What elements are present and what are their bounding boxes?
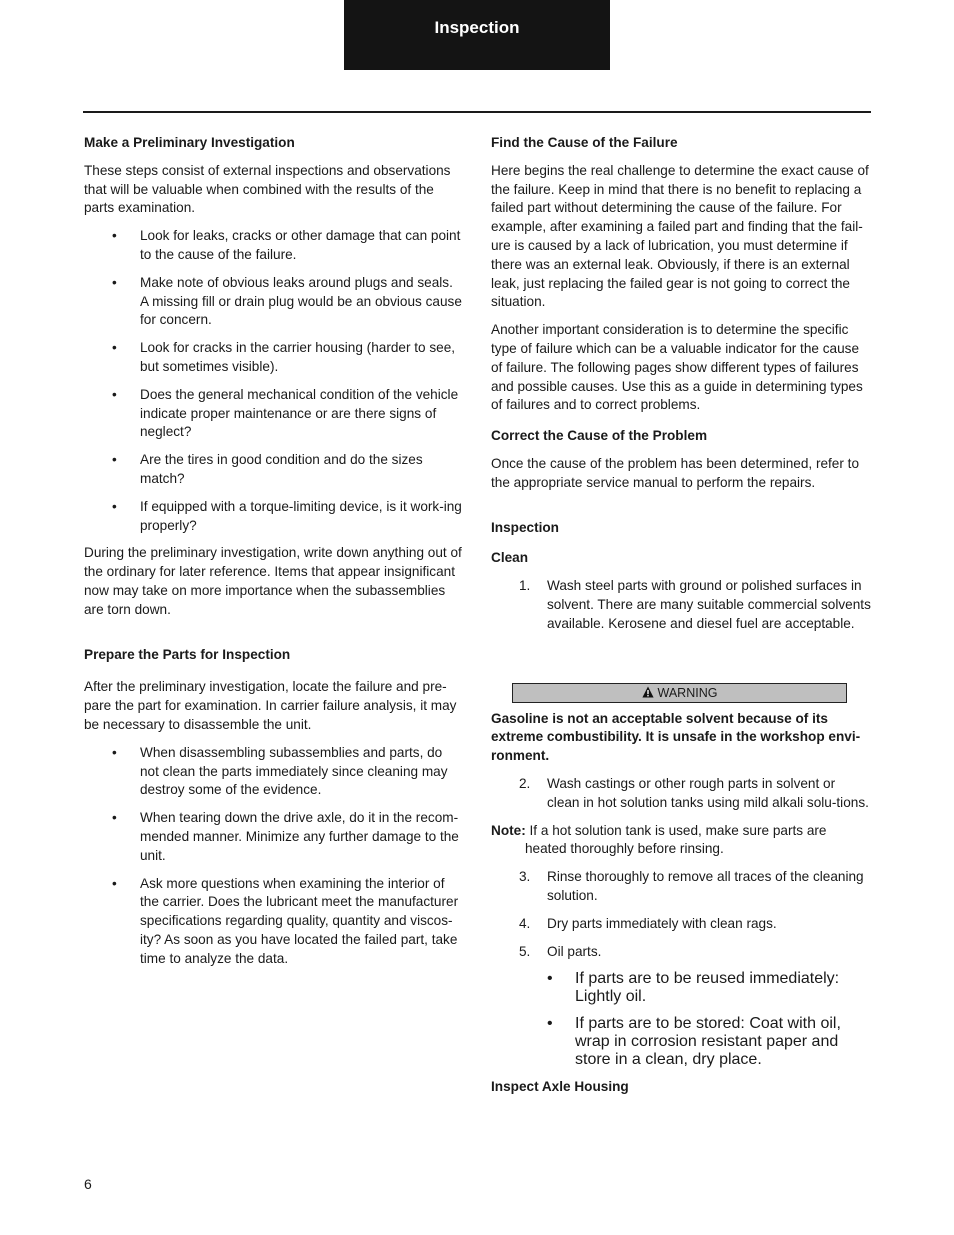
bullet-icon: • [112,386,117,402]
bullet-icon: • [112,452,117,468]
list-item: 2. Wash castings or other rough parts in solvent or clean in hot solution tanks using mild alkali solu-tions. [519,775,869,810]
warning-triangle-icon [642,686,654,698]
bullet-icon: • [547,1015,553,1033]
list-item: 3. Rinse thoroughly to remove all traces of the cleaning solution. [519,869,864,903]
heading-preliminary: Make a Preliminary Investigation [84,135,295,150]
paragraph: These steps consist of external inspections and observations that will be valuable when combined with the results of the parts examination. [84,162,451,216]
list-item: 5. Oil parts. [519,943,602,959]
list-item: • Are the tires in good condition and do the sizes match? [112,452,423,486]
paragraph: Here begins the real challenge to determine the exact cause of the failure. Keep in mind that there is no benefit to replacing a failed part without determining the cause of the failure. For example, after examining a failed part and finding that the fail-ure is caused by a lack of lubrication, you must determine if there was an external leak. Obviously, if there is an external leak, just replacing the failed gear is not going to correct the situation. [491,162,869,310]
heading-find-cause: Find the Cause of the Failure [491,135,678,150]
header-rule [83,111,871,113]
bullet-icon: • [112,875,117,891]
note-text: If a hot solution tank is used, make sure parts are heated thoroughly before rinsing. [525,822,827,857]
heading-inspect-axle-housing: Inspect Axle Housing [491,1079,629,1095]
list-item: • Does the general mechanical condition of the vehicle indicate proper maintenance or are there signs of neglect? [112,386,459,440]
paragraph: During the preliminary investigation, write down anything out of the ordinary for later reference. Items that appear insignificant now may take on more importance when the subassemblies are torn down. [84,545,462,617]
list-item: • If parts are to be stored: Coat with oil, wrap in corrosion resistant paper and store in a clean, dry place. [547,1015,841,1069]
list-item: • When disassembling subassemblies and parts, do not clean the parts immediately since cleaning may destroy some of the evidence. [112,744,448,798]
bullet-icon: • [112,744,117,760]
list-item: • When tearing down the drive axle, do it in the recom-mended manner. Minimize any further damage to the unit. [112,810,459,863]
section-tab [344,0,610,70]
bullet-icon: • [112,340,117,356]
heading-inspection: Inspection [491,519,559,535]
list-item: • If equipped with a torque-limiting device, is it work-ing properly? [112,498,462,533]
heading-clean: Clean [491,550,529,566]
list-item: 4. Dry parts immediately with clean rags. [519,915,777,931]
list-item: • If parts are to be reused immediately: Lightly oil. [547,970,840,1006]
paragraph: Once the cause of the problem has been determined, refer to the appropriate service manual to perform the repairs. [491,455,860,490]
list-item: 1. Wash steel parts with ground or polished surfaces in solvent. There are many suitable commercial solvents available. Kerosene and diesel fuel are acceptable. [519,578,871,631]
heading-correct-cause: Correct the Cause of the Problem [491,428,708,444]
warning-banner [512,683,847,703]
bullet-icon: • [112,274,117,290]
warning-text: Gasoline is not an acceptable solvent because of its extreme combustibility. It is unsafe in the workshop envi-ronment. [491,710,861,764]
paragraph: Another important consideration is to determine the specific type of failure which can be a valuable indicator for the cause of failure. The following pages show different types of failures and possible causes. Use this as a guide in determining types of failures and to correct problems. [491,322,863,413]
right-column [491,130,871,1097]
warning-label: WARNING [657,685,718,700]
bullet-icon: • [112,498,117,514]
heading-prepare-parts: Prepare the Parts for Inspection [84,646,291,662]
note-label: Note: [491,822,526,838]
bullet-icon: • [547,970,553,988]
list-item: • Look for cracks in the carrier housing (harder to see, but sometimes visible). [112,340,456,374]
list-item: • Look for leaks, cracks or other damage that can point to the cause of the failure. [112,228,461,262]
left-column [84,130,464,968]
note [491,822,871,860]
bullet-icon: • [112,228,117,244]
list-item: • Make note of obvious leaks around plugs and seals. A missing fill or drain plug would be an obvious cause for concern. [112,274,462,328]
list-item: • Ask more questions when examining the interior of the carrier. Does the lubricant meet the manufacturer specifications regarding quality, quantity and viscos-ity? As soon as you have located the failed part, take time to analyze the data. [112,875,459,966]
paragraph: After the preliminary investigation, locate the failure and pre-pare the part for examination. In carrier failure analysis, it may be necessary to disassemble the unit. [84,679,457,732]
bullet-icon: • [112,810,117,826]
section-tab-label: Inspection [434,18,520,37]
page-number: 6 [84,1176,92,1192]
